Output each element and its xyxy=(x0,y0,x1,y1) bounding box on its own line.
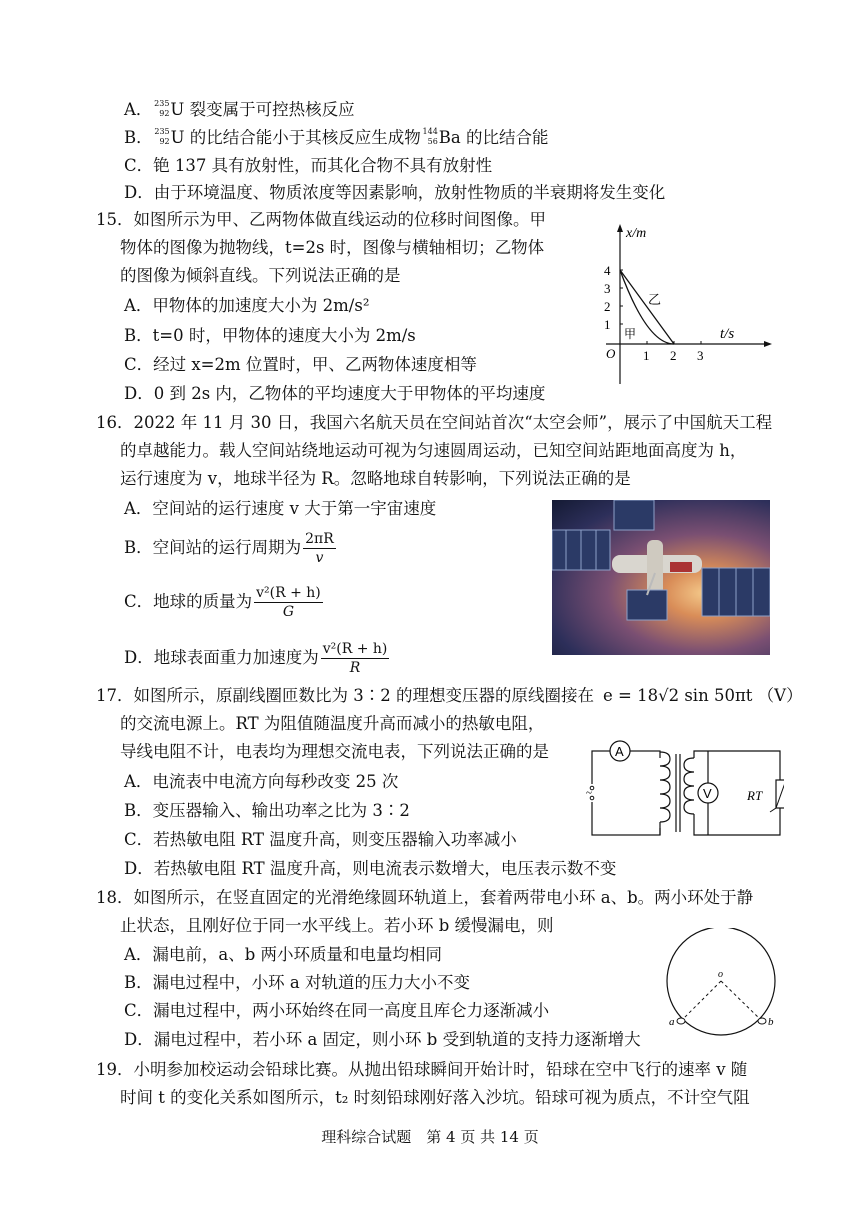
svg-text:o: o xyxy=(718,969,723,980)
q15-stem-line2: 物体的图像为抛物线，t=2s 时，图像与横轴相切；乙物体 xyxy=(120,238,545,257)
label-yi: 乙 xyxy=(648,293,662,308)
space-station-photo xyxy=(552,500,770,655)
origin-label: O xyxy=(606,346,616,361)
q18-option-b: B．漏电过程中，小环 a 对轨道的压力大小不变 xyxy=(124,973,470,992)
svg-text:b: b xyxy=(768,1016,774,1028)
q18-ring-diagram xyxy=(660,928,786,1040)
ring-b xyxy=(758,1018,766,1024)
svg-text:a: a xyxy=(669,1016,675,1028)
q17-stem-line1: 17．如图所示，原副线圈匝数比为 3∶2 的理想变压器的原线圈接在 xyxy=(96,686,594,705)
q15-option-a: A．甲物体的加速度大小为 2m/s² xyxy=(124,296,370,315)
page-footer: 理科综合试题 第 4 页 共 14 页 xyxy=(321,1128,539,1146)
q15-stem-line1: 15．如图所示为甲、乙两物体做直线运动的位移时间图像。甲 xyxy=(96,210,546,229)
label-jia: 甲 xyxy=(624,327,637,341)
q18-option-c: C．漏电过程中，两小环始终在同一高度且库仑力逐渐减小 xyxy=(124,1001,550,1020)
q14-option-d: D．由于环境温度、物质浓度等因素影响，放射性物质的半衰期将发生变化 xyxy=(124,183,666,202)
svg-text:2: 2 xyxy=(670,348,677,363)
q16-option-b: B．空间站的运行周期为 $\frac{2\pi R}{v}$ xyxy=(124,531,334,566)
q17-voltage-formula: e = 18√2 sin 50πt （V） xyxy=(603,686,803,705)
q18-option-d: D．漏电过程中，若小环 a 固定，则小环 b 受到轨道的支持力逐渐增大 xyxy=(124,1030,641,1049)
svg-text:1: 1 xyxy=(643,348,650,363)
q15-option-c: C．经过 x=2m 位置时，甲、乙两物体速度相等 xyxy=(124,355,477,374)
svg-text:1: 1 xyxy=(604,317,611,332)
q15-option-b: B．t=0 时，甲物体的速度大小为 2m/s xyxy=(124,326,416,345)
q15-option-d: D．0 到 2s 内，乙物体的平均速度大于甲物体的平均速度 xyxy=(124,384,546,403)
q17-stem-line3: 导线电阻不计，电表均为理想交流电表，下列说法正确的是 xyxy=(120,742,549,761)
axis-x-label: t/s xyxy=(720,326,735,342)
svg-text:2: 2 xyxy=(604,299,611,314)
q18-stem-line2: 止状态，且刚好位于同一水平线上。若小环 b 缓慢漏电，则 xyxy=(120,916,554,935)
isotope-u235: 235 92 xyxy=(154,127,170,146)
q18-option-a: A．漏电前，a、b 两小环质量和电量均相同 xyxy=(124,945,443,964)
svg-text:V: V xyxy=(703,786,712,801)
q14-option-b: B． 235 92 U 的比结合能小于其核反应生成物 144 56 Ba 的比结合能 xyxy=(124,126,549,150)
q14-option-a: A． 235 92 U 裂变属于可控热核反应 xyxy=(124,98,355,122)
ring-a xyxy=(677,1018,685,1024)
q15-xt-graph xyxy=(590,218,780,390)
q17-transformer-circuit xyxy=(584,738,784,848)
q17-stem-line2: 的交流电源上。RT 为阻值随温度升高而减小的热敏电阻， xyxy=(120,714,545,733)
axis-y-label: x/m xyxy=(626,226,647,241)
q16-stem-line3: 运行速度为 v，地球半径为 R。忽略地球自转影响，下列说法正确的是 xyxy=(120,469,631,488)
q15-stem-line3: 的图像为倾斜直线。下列说法正确的是 xyxy=(120,266,401,285)
isotope-ba144: 144 56 xyxy=(422,127,438,146)
ac-source-icon: ~ xyxy=(586,787,592,799)
svg-text:4: 4 xyxy=(604,263,611,278)
q16-option-d: D．地球表面重力加速度为 $\frac{\text{v²(R + h)}}{R}$ xyxy=(124,641,388,676)
thermistor-label: RT xyxy=(747,788,763,803)
q19-stem-line2: 时间 t 的变化关系如图所示，t₂ 时刻铅球刚好落入沙坑。铅球可视为质点，不计空气阻 xyxy=(120,1088,750,1107)
svg-text:A: A xyxy=(615,744,624,759)
q16-option-c: C．地球的质量为 $\frac{\text{v²(R + h)}}{G}$ xyxy=(124,585,321,620)
q17-option-d: D．若热敏电阻 RT 温度升高，则电流表示数增大，电压表示数不变 xyxy=(124,859,617,878)
q17-option-a: A．电流表中电流方向每秒改变 25 次 xyxy=(124,772,399,791)
svg-text:3: 3 xyxy=(604,281,611,296)
q19-stem-line1: 19．小明参加校运动会铅球比赛。从抛出铅球瞬间开始计时，铅球在空中飞行的速率 v 随 xyxy=(96,1060,748,1079)
q14-option-c: C．铯 137 具有放射性，而其化合物不具有放射性 xyxy=(124,156,493,175)
q16-option-a: A．空间站的运行速度 v 大于第一宇宙速度 xyxy=(124,499,437,518)
q16-stem-line1: 16．2022 年 11 月 30 日，我国六名航天员在空间站首次“太空会师”，展示了中国航天工程 xyxy=(96,413,773,432)
q18-stem-line1: 18．如图所示，在竖直固定的光滑绝缘圆环轨道上，套着两带电小环 a、b。两小环处于静 xyxy=(96,888,754,907)
isotope-u235: 235 92 xyxy=(154,99,170,118)
svg-text:3: 3 xyxy=(697,348,704,363)
q17-option-b: B．变压器输入、输出功率之比为 3∶2 xyxy=(124,801,410,820)
q17-option-c: C．若热敏电阻 RT 温度升高，则变压器输入功率减小 xyxy=(124,830,517,849)
q16-stem-line2: 的卓越能力。载人空间站绕地运动可视为匀速圆周运动，已知空间站距地面高度为 h， xyxy=(120,441,747,460)
